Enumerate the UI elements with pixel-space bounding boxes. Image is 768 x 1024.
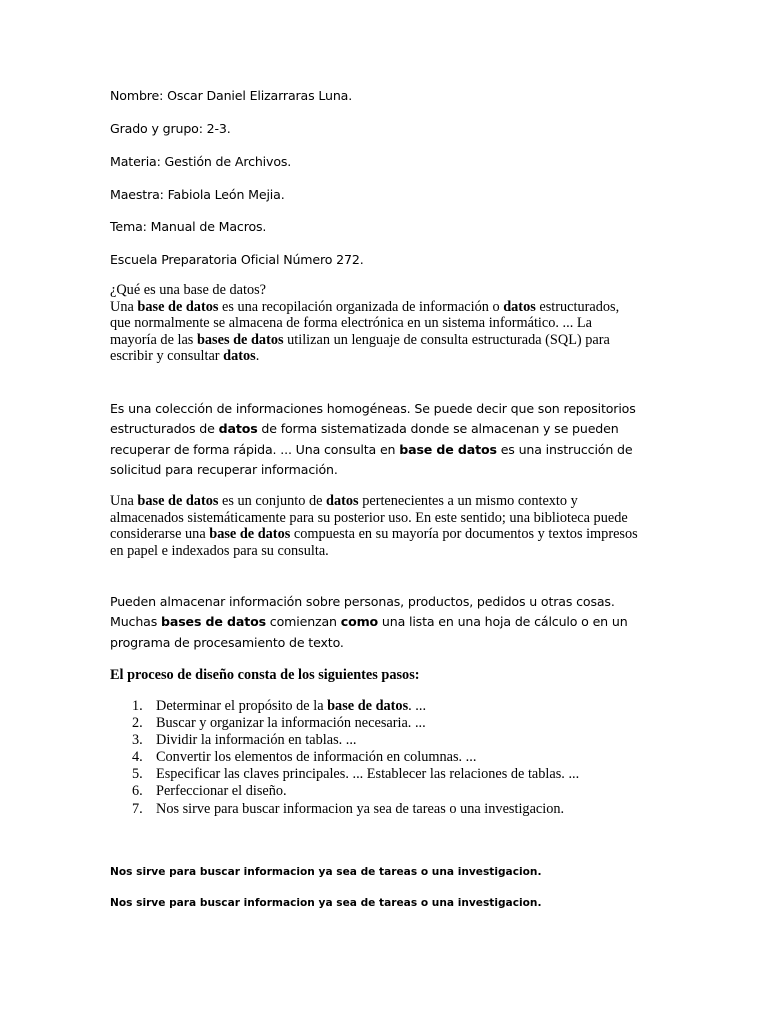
section-heading: El proceso de diseño consta de los siguientes pasos:	[110, 667, 420, 683]
closing-note: Nos sirve para buscar informacion ya sea de tareas o una investigacion.	[110, 897, 542, 909]
list-item	[110, 698, 670, 715]
paragraph-storage	[110, 592, 640, 653]
closing-note: Nos sirve para buscar informacion ya sea de tareas o una investigacion.	[110, 866, 542, 878]
text-run: compuesta en su mayoría por documentos y textos impresos en papel e indexados para su consulta.	[110, 526, 638, 559]
student-name: Nombre: Oscar Daniel Elizarraras Luna.	[110, 88, 353, 103]
list-number: 6.	[132, 783, 143, 800]
bold-term: datos	[503, 298, 536, 315]
text-run: Especificar las claves principales. ... Establecer las relaciones de tablas. ...	[156, 766, 580, 783]
list-item	[110, 732, 670, 749]
paragraph-library	[110, 493, 640, 559]
list-item	[110, 766, 670, 783]
list-number: 1.	[132, 698, 143, 714]
text-run: Determinar el propósito de la	[156, 698, 328, 714]
list-item	[110, 749, 670, 766]
list-item	[110, 783, 670, 800]
bold-term: base de datos	[137, 298, 219, 315]
design-steps-list	[110, 698, 670, 818]
bold-term: base de datos	[327, 698, 409, 714]
text-run: Una	[110, 298, 138, 315]
subject: Materia: Gestión de Archivos.	[110, 154, 292, 169]
text-run: es una instrucción de solicitud para recuperar información.	[110, 441, 633, 478]
text-run: de forma sistematizada donde se almacenan y se pueden recuperar de forma rápida. ... Una consulta en	[110, 421, 619, 457]
text-run: Convertir los elementos de información en columnas. ...	[156, 749, 477, 766]
text-run: . ...	[408, 698, 427, 714]
text-run: una lista en una hoja de cálculo o en un programa de procesamiento de texto.	[110, 614, 628, 650]
teacher: Maestra: Fabiola León Mejia.	[110, 187, 285, 202]
text-run: Es una colección de informaciones homogéneas. Se puede decir que son repositorios estructurados de	[110, 401, 636, 437]
bold-term: bases de datos	[161, 614, 266, 630]
list-number: 5.	[132, 766, 143, 783]
grade-group: Grado y grupo: 2-3.	[110, 121, 231, 136]
text-run: utilizan un lenguaje de consulta estructurada (SQL) para escribir y consultar	[110, 331, 610, 365]
definition-text	[110, 299, 640, 365]
list-number: 4.	[132, 749, 143, 766]
text-run: estructurados, que normalmente se almacena de forma electrónica en un sistema informático. ... La mayoría de las	[110, 298, 620, 348]
text-run: Perfeccionar el diseño.	[156, 783, 287, 800]
text-run: Pueden almacenar información sobre personas, productos, pedidos u otras cosas. Muchas	[110, 594, 615, 630]
text-run: es un conjunto de	[218, 493, 327, 509]
text-run: Nos sirve para buscar informacion ya sea de tareas o una investigacion.	[156, 800, 565, 817]
bold-term: como	[340, 614, 379, 630]
topic: Tema: Manual de Macros.	[110, 219, 267, 234]
bold-term: base de datos	[209, 526, 291, 543]
paragraph-definition	[110, 282, 640, 365]
text-run: Una	[110, 493, 138, 509]
bold-term: base de datos	[399, 441, 497, 457]
bold-term: datos	[218, 421, 258, 437]
bold-term: datos	[326, 493, 359, 509]
question-line: ¿Qué es una base de datos?	[110, 282, 267, 298]
list-number: 7.	[132, 800, 143, 817]
bold-term: datos	[223, 348, 256, 365]
text-run: .	[255, 348, 260, 365]
text-run: Buscar y organizar la información necesaria. ...	[156, 715, 426, 732]
list-item	[110, 801, 670, 818]
list-number: 2.	[132, 715, 143, 732]
bold-term: bases de datos	[196, 331, 284, 348]
school: Escuela Preparatoria Oficial Número 272.	[110, 252, 364, 267]
list-item	[110, 715, 670, 732]
list-number: 3.	[132, 732, 143, 749]
text-run: es una recopilación organizada de información o	[218, 298, 504, 315]
text-run: comienzan	[265, 614, 341, 630]
bold-term: base de datos	[137, 493, 219, 509]
paragraph-collection	[110, 399, 640, 481]
text-run: Dividir la información en tablas. ...	[156, 732, 357, 749]
text-run: pertenecientes a un mismo contexto y almacenados sistemáticamente para su posterior uso. En este sentido; una biblioteca puede considerarse una	[110, 493, 628, 543]
